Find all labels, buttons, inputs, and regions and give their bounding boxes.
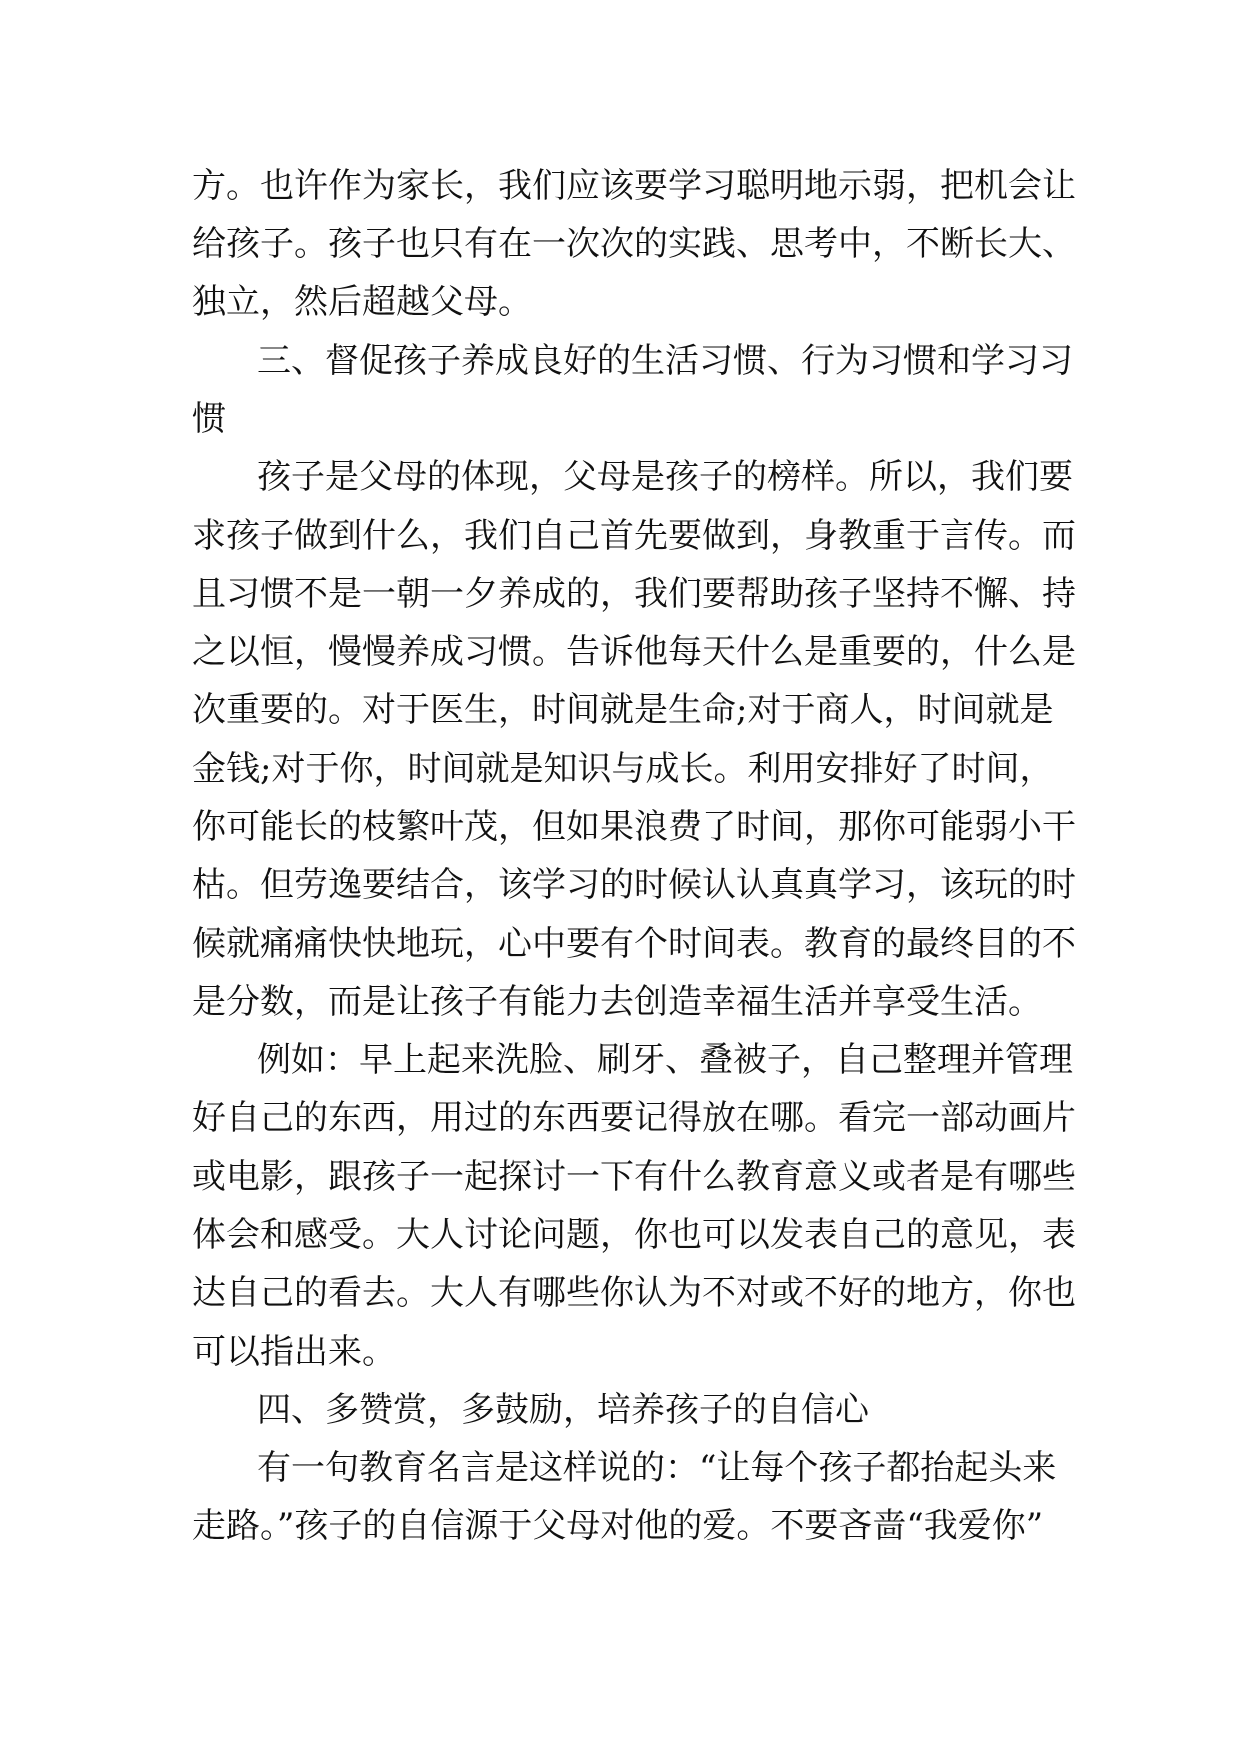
paragraph-start: 孩子是父母的体现，父母是孩子的榜样。所以，我们要 (257, 457, 1073, 497)
text-line: 方。也许作为家长，我们应该要学习聪明地示弱，把机会让 (192, 166, 1076, 206)
text-line: 你可能长的枝繁叶茂，但如果浪费了时间，那你可能弱小干 (192, 807, 1076, 847)
text-line: 且习惯不是一朝一夕养成的，我们要帮助孩子坚持不懈、持 (192, 574, 1076, 614)
paragraph-start: 例如：早上起来洗脸、刷牙、叠被子，自己整理并管理 (257, 1040, 1073, 1080)
text-line: 候就痛痛快快地玩，心中要有个时间表。教育的最终目的不 (192, 924, 1076, 964)
text-line: 独立，然后超越父母。 (192, 282, 532, 322)
text-line: 枯。但劳逸要结合，该学习的时候认认真真学习，该玩的时 (192, 865, 1076, 905)
text-line: 好自己的东西，用过的东西要记得放在哪。看完一部动画片 (192, 1098, 1076, 1138)
text-line: 金钱;对于你，时间就是知识与成长。利用安排好了时间， (192, 749, 1054, 789)
text-line: 次重要的。对于医生，时间就是生命;对于商人，时间就是 (192, 690, 1054, 730)
text-line: 或电影，跟孩子一起探讨一下有什么教育意义或者是有哪些 (192, 1157, 1076, 1197)
text-line: 体会和感受。大人讨论问题，你也可以发表自己的意见，表 (192, 1215, 1076, 1255)
section-heading: 三、督促孩子养成良好的生活习惯、行为习惯和学习习 (257, 341, 1073, 381)
text-line: 给孩子。孩子也只有在一次次的实践、思考中，不断长大、 (192, 224, 1076, 264)
text-line: 可以指出来。 (192, 1332, 396, 1372)
section-heading: 四、多赞赏，多鼓励，培养孩子的自信心 (257, 1390, 869, 1430)
section-heading-continued: 惯 (192, 399, 226, 439)
text-line: 之以恒，慢慢养成习惯。告诉他每天什么是重要的，什么是 (192, 632, 1076, 672)
text-line: 是分数，而是让孩子有能力去创造幸福生活并享受生活。 (192, 982, 1042, 1022)
text-line: 达自己的看去。大人有哪些你认为不对或不好的地方，你也 (192, 1273, 1076, 1313)
text-line: 走路。”孩子的自信源于父母对他的爱。不要吝啬“我爱你” (192, 1506, 1044, 1546)
text-line: 求孩子做到什么，我们自己首先要做到，身教重于言传。而 (192, 516, 1076, 556)
paragraph-start: 有一句教育名言是这样说的：“让每个孩子都抬起头来 (257, 1448, 1057, 1488)
